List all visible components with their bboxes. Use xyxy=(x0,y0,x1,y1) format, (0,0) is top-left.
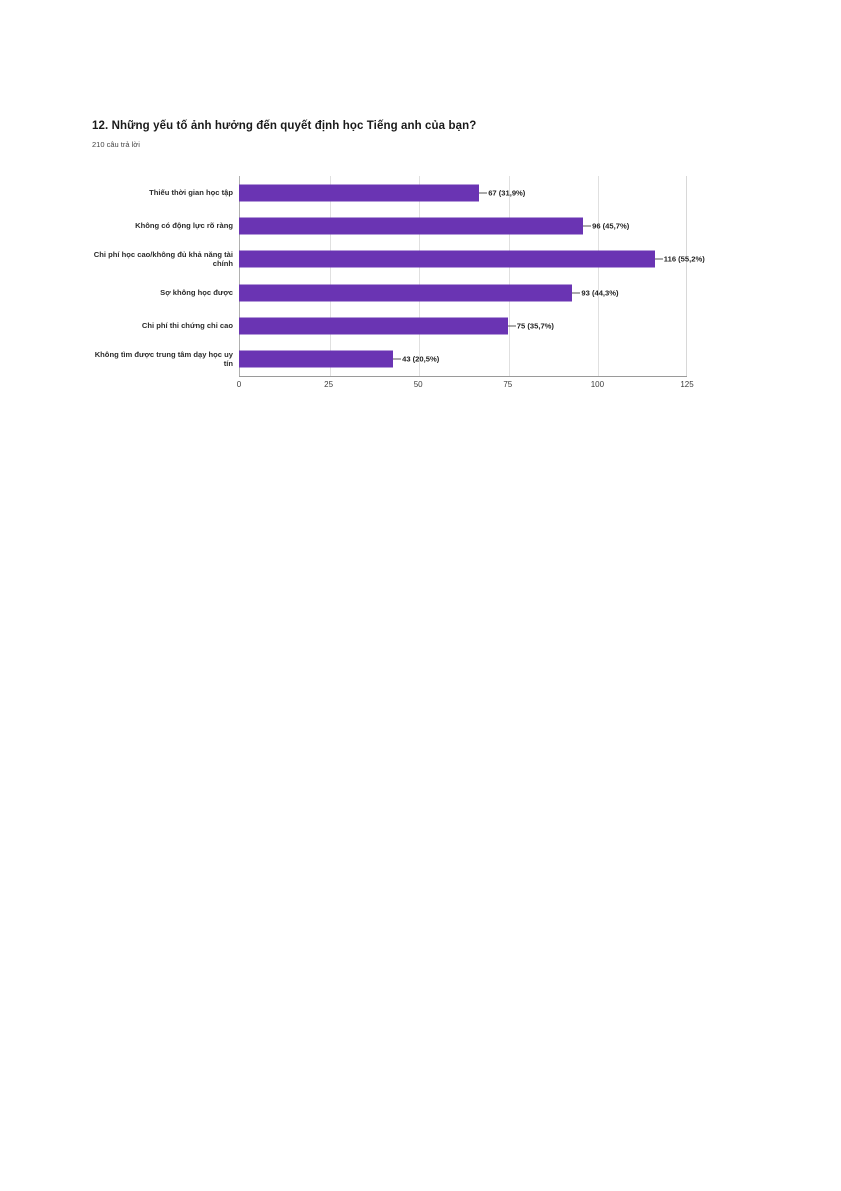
bar xyxy=(239,284,572,301)
table-row xyxy=(92,343,692,376)
x-tick-label: 75 xyxy=(503,380,513,389)
bar-group xyxy=(239,351,439,368)
bar-group xyxy=(239,284,619,301)
category-label: Chi phí học cao/không đủ khả năng tài chính xyxy=(93,249,233,269)
label-leader-line xyxy=(393,359,401,360)
bar-group xyxy=(239,184,525,201)
bar-rows xyxy=(92,176,705,376)
x-tick-label: 25 xyxy=(324,380,334,389)
bar-value-label: 43 (20,5%) xyxy=(402,354,440,364)
table-row xyxy=(92,243,705,276)
bar-value-label: 96 (45,7%) xyxy=(592,221,630,231)
response-count: 210 câu trả lời xyxy=(92,140,140,149)
x-axis-line xyxy=(239,376,687,377)
category-label: Không tìm được trung tâm dạy học uy tín xyxy=(94,349,233,369)
bar xyxy=(239,351,393,368)
bar-group xyxy=(239,251,705,268)
page-title: 12. Những yếu tố ảnh hưởng đến quyết định học Tiếng anh của bạn? xyxy=(92,120,477,132)
x-tick-label: 0 xyxy=(236,380,242,389)
bar xyxy=(239,251,655,268)
category-label: Không có động lực rõ ràng xyxy=(135,221,233,231)
question-block xyxy=(92,118,732,150)
bar xyxy=(239,317,508,334)
x-tick-label: 125 xyxy=(680,380,694,389)
bar-group xyxy=(239,317,554,334)
bar-value-label: 116 (55,2%) xyxy=(663,254,705,264)
bar-value-label: 67 (31,9%) xyxy=(488,188,526,198)
table-row xyxy=(92,176,692,209)
label-leader-line xyxy=(655,259,663,260)
table-row xyxy=(92,309,692,342)
label-leader-line xyxy=(508,325,516,326)
label-leader-line xyxy=(479,192,487,193)
bar-chart xyxy=(92,176,705,396)
label-leader-line xyxy=(572,292,580,293)
bar xyxy=(239,184,479,201)
bar-value-label: 75 (35,7%) xyxy=(516,321,554,331)
category-label: Sợ không học được xyxy=(160,287,233,297)
bar-value-label: 93 (44,3%) xyxy=(581,288,619,298)
x-tick-label: 50 xyxy=(413,380,423,389)
bar-group xyxy=(239,217,629,234)
label-leader-line xyxy=(583,225,591,226)
table-row xyxy=(92,276,692,309)
category-label: Thiếu thời gian học tập xyxy=(149,187,233,197)
x-tick-label: 100 xyxy=(590,380,605,389)
table-row xyxy=(92,209,692,242)
category-label: Chi phí thi chứng chỉ cao xyxy=(141,321,233,331)
bar xyxy=(239,217,583,234)
